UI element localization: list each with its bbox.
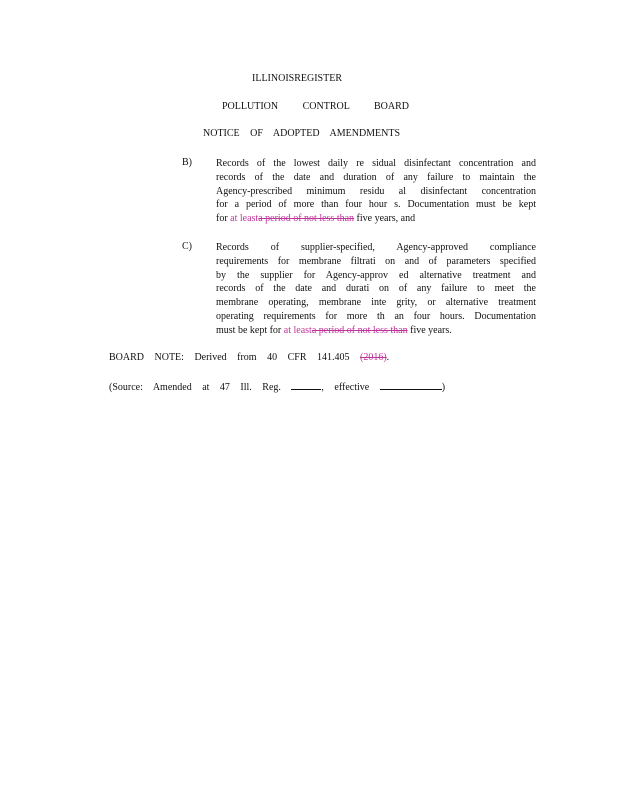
item-c-line: requirements for membrane filtrati on and of parameters specified [216,255,536,267]
notice-header: NOTICE OF ADOPTED AMENDMENTS [203,128,401,139]
item-b-last-suffix: five years, and [354,213,416,225]
board-note-suffix: . [386,352,390,363]
board-note-text: BOARD NOTE: Derived from 40 CFR 141.405 [109,352,360,363]
item-b-line: Records of the lowest daily re sidual disinfectant concentration and [216,158,536,169]
item-c-last-prefix: must be kept for [216,324,284,336]
item-c-inserted-text: at least [283,324,312,336]
item-b-line: for a period of more than four hour s. Documentation must be kept [216,199,536,211]
item-c-last-suffix: five years. [407,324,452,336]
item-c-line: Records of supplier-specified, Agency-approved compliance [216,242,536,253]
board-note-deleted-text: (2016) [360,352,387,363]
effective-date-blank [380,380,442,390]
source-line [109,380,445,393]
item-c-line: operating requirements for more th an four hours. Documentation [216,310,536,322]
item-c-label: C) [182,241,192,252]
item-b-line: Agency-prescribed minimum residu al disinfectant concentration [216,185,536,197]
item-c-deleted-text: a period of not less than [311,324,408,336]
item-c-last-line [216,324,536,338]
item-b-last-line [216,212,536,226]
source-prefix: (Source: Amended at 47 Ill. Reg. [109,382,281,393]
register-header: ILLINOISREGISTER [252,73,342,84]
register-page-blank [291,380,321,390]
item-c-line: by the supplier for Agency-approv ed alternative treatment and [216,269,536,281]
board-note [109,352,389,363]
item-b-last-prefix: for [216,213,231,225]
board-header: POLLUTION CONTROL BOARD [222,101,409,112]
item-c-line: records of the date and durati on of any failure to meet the [216,283,536,295]
item-b-inserted-text: at least [230,213,259,225]
item-b-deleted-text: a period of not less than [258,213,355,225]
source-suffix: ) [441,382,446,393]
item-b-text [216,157,536,226]
item-c-line: membrane operating, membrane inte grity, or alternative treatment [216,297,536,309]
source-middle: , effective [321,382,370,393]
item-c-text [216,241,536,338]
item-b-label: B) [182,157,192,168]
item-b-line: records of the date and duration of any failure to maintain the [216,171,536,183]
